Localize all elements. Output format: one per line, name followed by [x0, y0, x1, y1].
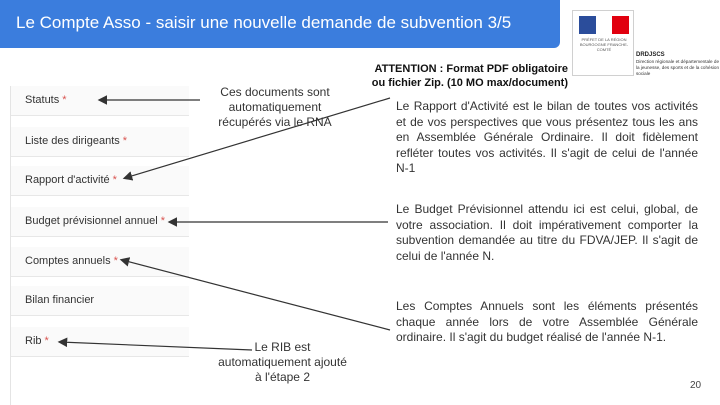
drdjscs-title: DRDJSCS: [636, 52, 665, 58]
attention-note: ATTENTION : Format PDF obligatoire ou fichier Zip. (10 MO max/document): [371, 63, 568, 89]
document-label: Bilan financier: [25, 294, 95, 306]
document-label: Rib: [25, 335, 42, 347]
document-label: Comptes annuels: [25, 255, 111, 267]
document-label: Statuts: [25, 94, 60, 106]
document-label: Liste des dirigeants: [25, 135, 120, 147]
page-number: 20: [690, 380, 702, 391]
prefecture-name: PRÉFET DE LA RÉGION BOURGOGNE FRANCHE-COMTÉ: [579, 37, 629, 52]
rna-note: Ces documents sont automatiquement récupérés via le RNA: [218, 85, 332, 129]
document-label: Budget prévisionnel annuel: [25, 215, 158, 227]
rib-note: Le RIB est automatiquement ajouté à l'étape 2: [218, 340, 347, 384]
required-marker: *: [112, 174, 117, 186]
required-marker: *: [62, 94, 67, 106]
rapport-description: Le Rapport d'Activité est le bilan de toutes vos activités et de vos perspectives que vous présentez tous les ans en Assemblée Générale Ordinaire. Il doit fidèlement refléter toutes vos activités. Il s'agit de celui de l'année N-1: [396, 99, 698, 175]
arrow-to-comptes: [122, 260, 390, 330]
budget-description: Le Budget Prévisionnel attendu ici est celui, global, de votre association. Il doit impérativement comporter la subvention demandée au titre du FDVA/JEP. Il s'agit de celui de l'année N.: [396, 202, 698, 263]
required-marker: *: [122, 135, 128, 147]
required-marker: *: [160, 215, 165, 227]
drdjscs-description: Direction régionale et départementale de la jeunesse, des sports et de la cohésion sociale: [636, 59, 719, 76]
required-marker: *: [44, 335, 49, 347]
required-marker: *: [113, 255, 118, 267]
page-title: Le Compte Asso - saisir une nouvelle demande de subvention 3/5: [16, 13, 512, 32]
document-label: Rapport d'activité: [25, 174, 110, 186]
comptes-description: Les Comptes Annuels sont les éléments présentés chaque année lors de votre Assemblée Générale ordinaire. Il s'agit du budget réalisé de l'année N-1.: [396, 299, 698, 344]
